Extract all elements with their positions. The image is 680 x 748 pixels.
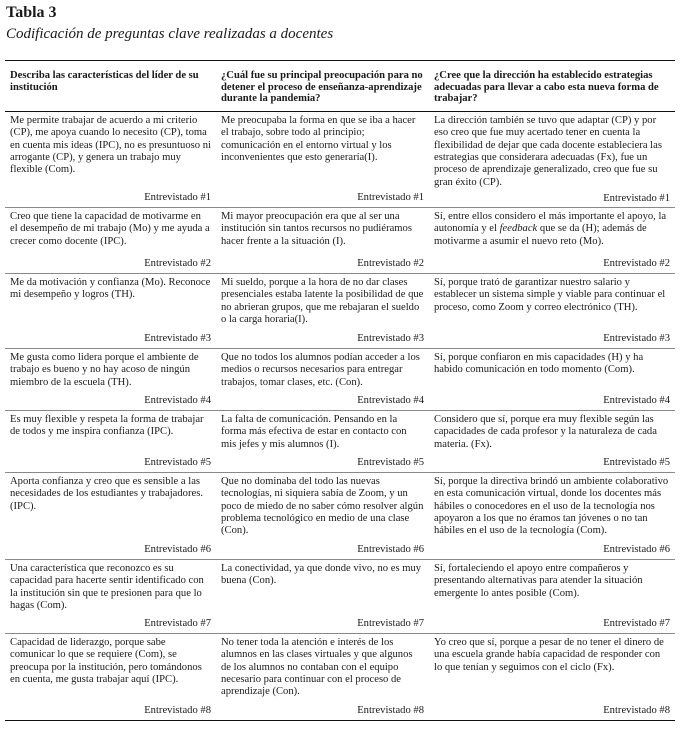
- interviewee-label: Entrevistado #6: [144, 544, 211, 556]
- cell-management-strategies: [429, 559, 675, 633]
- interviewee-label: Entrevistado #1: [603, 193, 670, 205]
- cell-management-strategies: [429, 273, 675, 348]
- cell-main-concern: [216, 348, 429, 410]
- cell-leader-characteristics: [5, 559, 216, 633]
- cell-leader-characteristics: [5, 633, 216, 720]
- interviewee-label: Entrevistado #1: [357, 192, 424, 204]
- answer-text-part: que se da (H); además de motivarme a asumir el nuevo reto (Mo).: [434, 223, 647, 247]
- answer-text: No tener toda la atención e interés de los alumnos en las clases virtuales y que algunos de los alumnos no contaban con el equipo necesario para continuar con el proceso de aprendizaje (Con).: [221, 636, 413, 698]
- table-header-row: [5, 61, 675, 112]
- interviewee-label: Entrevistado #5: [144, 457, 211, 469]
- answer-text-part: Sí, porque trató de garantizar nuestro salario y establecer un sistema simple y viable para continuar el proceso, como Zoom y correo electrónico (TH).: [434, 276, 666, 313]
- interviewee-label: Entrevistado #3: [144, 333, 211, 345]
- cell-management-strategies: [429, 348, 675, 410]
- answer-text: [434, 476, 670, 538]
- answer-text: [434, 211, 670, 248]
- interviewee-label: Entrevistado #8: [357, 705, 424, 717]
- answer-text: [434, 352, 670, 377]
- cell-leader-characteristics: [5, 410, 216, 472]
- answer-text-part: Sí, entre ellos considero el más importante el apoyo, la autonomía y el: [434, 210, 667, 235]
- answer-text-part: La dirección también se tuvo que adaptar (CP) y por eso creo que fue muy acertado tener en cuenta la flexibilidad de dejar que cada docente estableciera las estrategias que considerara adecuadas (Fx), fue un proceso de aprendizaje generalizado, creo que fue su gran éxito (CP).: [434, 114, 662, 188]
- interviewee-label: Entrevistado #6: [357, 544, 424, 556]
- answer-text: [434, 414, 670, 451]
- table-row: [5, 207, 675, 273]
- interviewee-label: Entrevistado #4: [144, 395, 211, 407]
- answer-text: Me permite trabajar de acuerdo a mi criterio (CP), me apoya cuando lo necesito (CP), toma en cuenta mis ideas (IPC), no es presuntuoso ni arrogante (CP), y genera un trabajo muy flexible (Com).: [10, 114, 211, 176]
- cell-leader-characteristics: [5, 207, 216, 273]
- answer-text: La conectividad, ya que donde vivo, no es muy buena (Con).: [221, 562, 422, 587]
- interviewee-label: Entrevistado #4: [603, 395, 670, 407]
- interviewee-label: Entrevistado #7: [357, 618, 424, 630]
- table-row: [5, 559, 675, 633]
- cell-management-strategies: [429, 633, 675, 720]
- header-management-strategies: ¿Cree que la dirección ha establecido estrategias adecuadas para llevar a cabo esta nueva forma de trabajar?: [429, 61, 675, 112]
- answer-text: Es muy flexible y respeta la forma de trabajar de todos y me inspira confianza (IPC).: [10, 413, 204, 438]
- cell-main-concern: [216, 410, 429, 472]
- interviewee-label: Entrevistado #5: [357, 457, 424, 469]
- table-row: [5, 111, 675, 207]
- interviewee-label: Entrevistado #2: [603, 258, 670, 270]
- answer-text: Me gusta como lidera porque el ambiente de trabajo es bueno y no hay acoso de ningún miembro de la escuela (TH).: [10, 351, 199, 388]
- answer-text: [434, 637, 670, 674]
- answer-text: Que no dominaba del todo las nuevas tecnologías, ni siquiera sabía de Zoom, y un poco de miedo de no saber cómo resolver algún problema tecnológico en medio de una clase (Con).: [221, 475, 424, 537]
- interviewee-label: Entrevistado #6: [603, 544, 670, 556]
- table-row: [5, 410, 675, 472]
- interviewee-label: Entrevistado #7: [603, 618, 670, 630]
- answer-text: [434, 277, 670, 314]
- answer-text-part: Yo creo que sí, porque a pesar de no tener el dinero de una escuela grande había capacidad de responder con lo que tenían y seguimos con el ciclo (Fx).: [434, 636, 664, 673]
- cell-main-concern: [216, 472, 429, 559]
- cell-leader-characteristics: [5, 472, 216, 559]
- table-title: Tabla 3: [6, 4, 57, 21]
- interviewee-label: Entrevistado #8: [603, 705, 670, 717]
- cell-management-strategies: [429, 207, 675, 273]
- answer-text: Una característica que reconozco es su capacidad para hacerte sentir identificado con la institución sin que te presionen para que lo hagas (Com).: [10, 562, 204, 611]
- answer-text: Capacidad de liderazgo, porque sabe comunicar lo que se requiere (Com), se preocupa por la institución, pero tomándonos en cuenta, me gusta trabajar aquí (IPC).: [10, 636, 202, 685]
- cell-leader-characteristics: [5, 111, 216, 207]
- header-leader-characteristics: Describa las características del líder de su institución: [5, 61, 216, 112]
- interviewee-label: Entrevistado #5: [603, 457, 670, 469]
- interview-coding-table: [5, 60, 675, 721]
- answer-text: [434, 115, 670, 189]
- answer-text: [434, 563, 670, 600]
- interviewee-label: Entrevistado #4: [357, 395, 424, 407]
- table-row: [5, 633, 675, 720]
- table-subtitle: Codificación de preguntas clave realizadas a docentes: [6, 26, 334, 42]
- answer-text: La falta de comunicación. Pensando en la forma más efectiva de estar en contacto con mis jefes y mis alumnos (I).: [221, 413, 407, 450]
- answer-text: Que no todos los alumnos podían acceder a los medios o recursos necesarios para entregar trabajos, tomar clases, etc. (Con).: [221, 351, 420, 388]
- answer-text: Me preocupaba la forma en que se iba a hacer el trabajo, sobre todo al principio; comunicación en el entorno virtual y los inconvenientes que esto generaría(I).: [221, 114, 416, 163]
- cell-leader-characteristics: [5, 273, 216, 348]
- answer-text-part: Sí, porque confiaron en mis capacidades (H) y ha habido comunicación en todo momento (Com).: [434, 351, 644, 376]
- cell-management-strategies: [429, 111, 675, 207]
- answer-text-part: Sí, fortaleciendo el apoyo entre compañeros y presentando alternativas para atender la situación emergente lo antes posible (Com).: [434, 562, 643, 599]
- header-main-concern: ¿Cuál fue su principal preocupación para no detener el proceso de enseñanza-aprendizaje durante la pandemia?: [216, 61, 429, 112]
- cell-main-concern: [216, 207, 429, 273]
- interviewee-label: Entrevistado #7: [144, 618, 211, 630]
- answer-text: Me da motivación y confianza (Mo). Reconoce mi desempeño y logros (TH).: [10, 276, 211, 301]
- answer-text-part: Considero que sí, porque era muy flexible según las capacidades de cada profesor y la naturaleza de cada materia. (Fx).: [434, 413, 657, 450]
- cell-management-strategies: [429, 410, 675, 472]
- answer-text: Mi sueldo, porque a la hora de no dar clases presenciales estaba latente la posibilidad de que no abrieran grupos, que me rebajaran el sueldo o la carga horaria(I).: [221, 276, 424, 325]
- cell-main-concern: [216, 559, 429, 633]
- cell-main-concern: [216, 111, 429, 207]
- table-row: [5, 273, 675, 348]
- cell-main-concern: [216, 633, 429, 720]
- interviewee-label: Entrevistado #3: [357, 333, 424, 345]
- table-row: [5, 472, 675, 559]
- table-row: [5, 348, 675, 410]
- cell-main-concern: [216, 273, 429, 348]
- interviewee-label: Entrevistado #3: [603, 333, 670, 345]
- answer-text-part: Sí, porque la directiva brindó un ambiente colaborativo en esta comunicación virtual, donde los docentes más hábiles o conocedores en el uso de la tecnología nos apoyaron a los que no éramos tan jóvenes o no tan hábiles en el uso de la tecnología (Com).: [434, 475, 669, 537]
- answer-text: Creo que tiene la capacidad de motivarme en el desempeño de mi trabajo (Mo) y me ayuda a crecer como docente (IPC).: [10, 210, 210, 247]
- cell-management-strategies: [429, 472, 675, 559]
- interviewee-label: Entrevistado #2: [144, 258, 211, 270]
- cell-leader-characteristics: [5, 348, 216, 410]
- answer-text-emphasis: feedback: [499, 223, 538, 235]
- interviewee-label: Entrevistado #8: [144, 705, 211, 717]
- answer-text: Aporta confianza y creo que es sensible a las necesidades de los estudiantes y trabajadores. (IPC).: [10, 475, 203, 512]
- answer-text: Mi mayor preocupación era que al ser una institución sin tantos recursos no pudiéramos hacer frente a la situación (I).: [221, 210, 412, 247]
- interviewee-label: Entrevistado #2: [357, 258, 424, 270]
- interviewee-label: Entrevistado #1: [144, 192, 211, 204]
- table-body: [5, 111, 675, 720]
